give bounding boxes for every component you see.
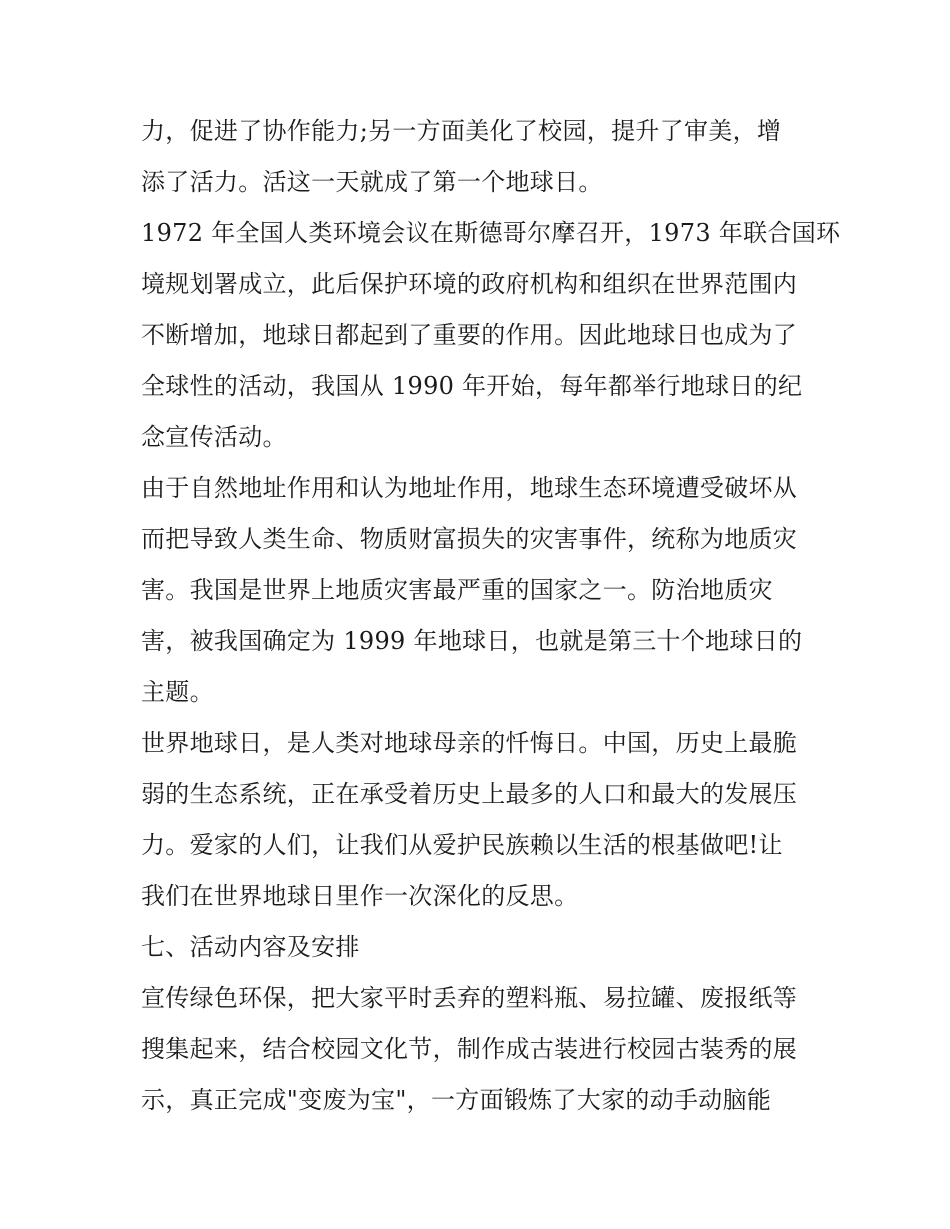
text-line: 弱的生态系统，正在承受着历史上最多的人口和最大的发展压 bbox=[141, 780, 798, 808]
text-line: 力，促进了协作能力;另一方面美化了校园，提升了审美，增 bbox=[141, 117, 782, 145]
text-line: 全球性的活动，我国从 1990 年开始，每年都举行地球日的纪 bbox=[141, 372, 803, 400]
text-line: 宣传绿色环保，把大家平时丢弃的塑料瓶、易拉罐、废报纸等 bbox=[141, 984, 798, 1012]
text-line: 搜集起来，结合校园文化节，制作成古装进行校园古装秀的展 bbox=[141, 1035, 798, 1063]
text-line: 添了活力。活这一天就成了第一个地球日。 bbox=[141, 168, 603, 196]
text-line: 境规划署成立，此后保护环境的政府机构和组织在世界范围内 bbox=[141, 270, 798, 298]
text-line: 念宣传活动。 bbox=[141, 423, 287, 451]
text-line: 主题。 bbox=[141, 678, 214, 706]
document-body bbox=[141, 106, 841, 1126]
text-line: 不断增加，地球日都起到了重要的作用。因此地球日也成为了 bbox=[141, 321, 798, 349]
text-line: 害。我国是世界上地质灾害最严重的国家之一。防治地质灾 bbox=[141, 576, 773, 604]
text-line: 我们在世界地球日里作一次深化的反思。 bbox=[141, 882, 579, 910]
text-line: 由于自然地址作用和认为地址作用，地球生态环境遭受破坏从 bbox=[141, 474, 798, 502]
section-heading: 七、活动内容及安排 bbox=[141, 933, 360, 961]
text-line: 而把导致人类生命、物质财富损失的灾害事件，统称为地质灾 bbox=[141, 525, 798, 553]
text-line: 世界地球日，是人类对地球母亲的忏悔日。中国，历史上最脆 bbox=[141, 729, 798, 757]
text-line: 1972 年全国人类环境会议在斯德哥尔摩召开，1973 年联合国环 bbox=[141, 219, 841, 247]
text-line: 力。爱家的人们，让我们从爱护民族赖以生活的根基做吧!让 bbox=[141, 831, 783, 859]
text-line: 害，被我国确定为 1999 年地球日，也就是第三十个地球日的 bbox=[141, 627, 803, 655]
text-line: 示，真正完成"变废为宝"，一方面锻炼了大家的动手动脑能 bbox=[141, 1086, 772, 1114]
